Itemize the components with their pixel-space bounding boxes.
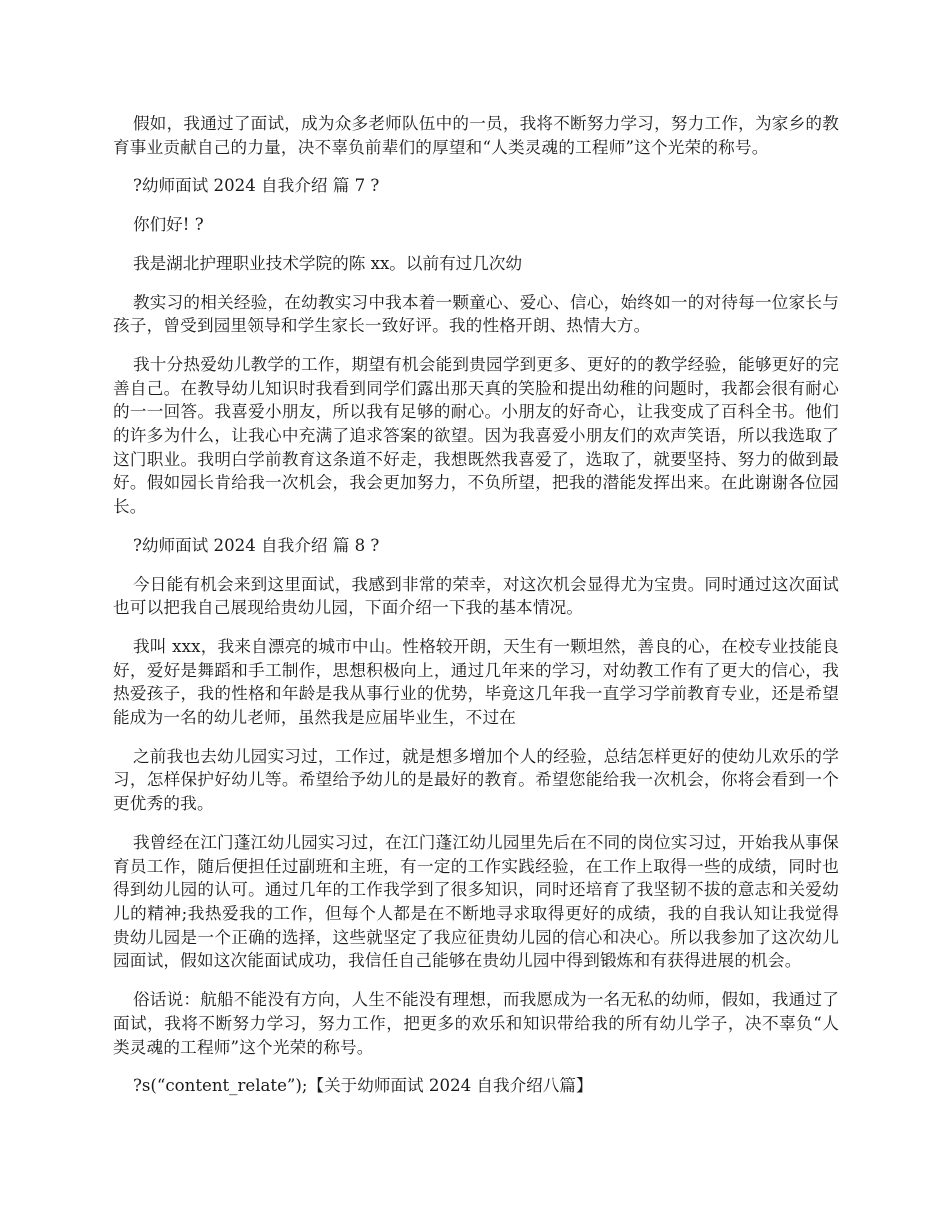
document-page xyxy=(113,112,839,1113)
paragraph-passion: 我十分热爱幼儿教学的工作，期望有机会能到贵园学到更多、更好的的教学经验，能够更好的完善自己。在教导幼儿知识时我看到同学们露出那天真的笑脸和提出幼稚的问题时，我都会很有耐心的一一回答。我喜爱小朋友，所以我有足够的耐心。小朋友的好奇心，让我变成了百科全书。他们的许多为什么，让我心中充满了追求答案的欲望。因为我喜爱小朋友们的欢声笑语，所以我选取了这门职业。我明白学前教育这条道不好走，我想既然我喜爱了，选取了，就要坚持、努力的做到最好。假如园长肯给我一次机会，我会更加努力，不负所望，把我的潜能发挥出来。在此谢谢各位园长。 xyxy=(113,354,839,517)
paragraph-experience: 之前我也去幼儿园实习过，工作过，就是想多增加个人的经验，总结怎样更好的使幼儿欢乐的学习，怎样保护好幼儿等。希望给予幼儿的是最好的教育。希望您能给我一次机会，你将会看到一个更优秀的我。 xyxy=(113,746,839,814)
paragraph-closing: 俗话说：航船不能没有方向，人生不能没有理想，而我愿成为一名无私的幼师，假如，我通过了面试，我将不断努力学习，努力工作，把更多的欢乐和知识带给我的所有幼儿学子，决不辜负“人类灵魂的工程师”这个光荣的称号。 xyxy=(113,990,839,1057)
section-heading-8: ?幼师面试 2024 自我介绍 篇 8 ? xyxy=(133,535,380,555)
paragraph-work-history: 我曾经在江门蓬江幼儿园实习过，在江门蓬江幼儿园里先后在不同的岗位实习过，开始我从事保育员工作，随后便担任过副班和主班，有一定的工作实践经验，在工作上取得一些的成绩，同时也得到幼儿园的认可。通过几年的工作我学到了很多知识，同时还培育了我坚韧不拔的意志和关爱幼儿的精神;我热爱我的工作，但每个人都是在不断地寻求取得更好的成绩，我的自我认知让我觉得贵幼儿园是一个正确的选择，这些就坚定了我应征贵幼儿园的信心和决心。所以我参加了这次幼儿园面试，假如这次能面试成功，我信任自己能够在贵幼儿园中得到锻炼和有获得进展的机会。 xyxy=(113,832,839,971)
paragraph-intro-ending: 假如，我通过了面试，成为众多老师队伍中的一员，我将不断努力学习，努力工作，为家乡的教育事业贡献自己的力量，决不辜负前辈们的厚望和“人类灵魂的工程师”这个光荣的称号。 xyxy=(113,114,839,157)
paragraph-opening: 今日能有机会来到这里面试，我感到非常的荣幸，对这次机会显得尤为宝贵。同时通过这次面试也可以把我自己展现给贵幼儿园，下面介绍一下我的基本情况。 xyxy=(113,574,839,618)
paragraph-self-intro: 我是湖北护理职业技术学院的陈 xx。以前有过几次幼 xyxy=(133,253,523,273)
paragraph-background: 我叫 xxx，我来自漂亮的城市中山。性格较开朗，天生有一颗坦然，善良的心，在校专业技能良好，爱好是舞蹈和手工制作，思想积极向上，通过几年来的学习，对幼教工作有了更大的信心，我热爱孩子，我的性格和年龄是我从事行业的优势，毕竟这几年我一直学习学前教育专业，还是希望能成为一名的幼儿老师，虽然我是应届毕业生，不过在 xyxy=(113,636,839,728)
paragraph-internship: 教实习的相关经验，在幼教实习中我本着一颗童心、爱心、信心，始终如一的对待每一位家长与孩子，曾受到园里领导和学生家长一致好评。我的性格开朗、热情大方。 xyxy=(113,292,839,336)
section-heading-7: ?幼师面试 2024 自我介绍 篇 7 ? xyxy=(133,176,380,196)
greeting-line: 你们好! ? xyxy=(133,215,204,235)
related-content-line: ?s(“content_relate”);【关于幼师面试 2024 自我介绍八篇】 xyxy=(133,1076,593,1096)
